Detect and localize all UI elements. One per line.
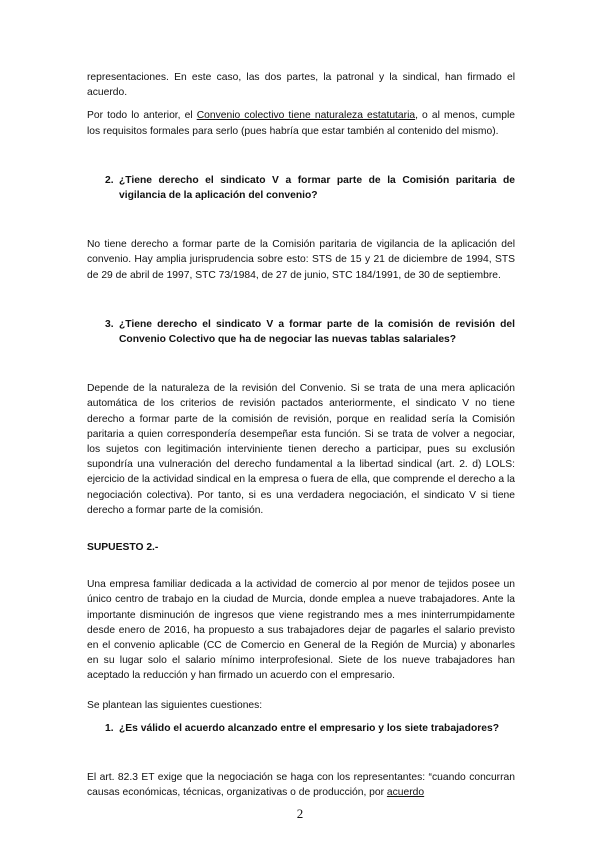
paragraph-empresa-familiar: Una empresa familiar dedicada a la actividad de comercio al por menor de tejidos posee un único centro de trabajo en la ciudad de Murcia, donde emplea a nueve trabajadores. Ante la importante disminución de ingresos que viene registrando mes a mes ininterrumpidamente desde enero de 2016, ha propuesto a sus trabajadores dejar de pagarles el salario previsto en el convenio aplicable (CC de Comercio en General de la Región de Murcia) y abonarles en su lugar solo el salario mínimo interprofesional. Siete de los nueve trabajadores han aceptado la reducción y han firmado un acuerdo con el empresario.: [87, 579, 515, 682]
page-body: [87, 70, 515, 809]
paragraph-conclusion-rest: , o al menos, cumple los requisitos formales para serlo (pues habría que estar también al contenido del mismo).: [87, 110, 515, 137]
underlined-convenio-estatutario: Convenio colectivo tiene naturaleza estatutaria: [196, 110, 416, 122]
paragraph-art-82: [87, 770, 515, 800]
paragraph-representaciones: representaciones. En este caso, las dos partes, la patronal y la sindical, han firmado el acuerdo.: [87, 72, 515, 99]
paragraph-art-82-text: El art. 82.3 ET exige que la negociación se haga con los representantes: “cuando concurran causas económicas, técnicas, organizativas o de producción, por: [87, 772, 515, 799]
paragraph-comision-paritaria: No tiene derecho a formar parte de la Comisión paritaria de vigilancia de la aplicación del convenio. Hay amplia jurisprudencia sobre esto: STS de 15 y 21 de diciembre de 1994, STS de 29 de abril de 1997, STC 73/1984, de 27 de junio, STC 184/1991, de 30 de septiembre.: [87, 239, 515, 281]
question-1-number: 1.: [105, 722, 114, 734]
question-3: [87, 317, 515, 347]
question-3-text: ¿Tiene derecho el sindicato V a formar parte de la comisión de revisión del Convenio Colectivo que ha de negociar las nuevas tablas salariales?: [119, 318, 515, 346]
question-2-text: ¿Tiene derecho el sindicato V a formar parte de la Comisión paritaria de vigilancia de la aplicación del convenio?: [119, 174, 515, 202]
underlined-acuerdo: acuerdo: [386, 787, 425, 799]
question-1: [87, 721, 515, 736]
section-heading-supuesto-2: SUPUESTO 2.-: [87, 542, 159, 554]
question-2: [87, 173, 515, 203]
paragraph-cuestiones: Se plantean las siguientes cuestiones:: [87, 699, 263, 711]
question-2-number: 2.: [105, 174, 114, 186]
paragraph-conclusion-intro: Por todo lo anterior, el: [87, 110, 197, 122]
question-3-number: 3.: [105, 318, 114, 330]
paragraph-conclusion: [87, 108, 515, 138]
question-1-text: ¿Es válido el acuerdo alcanzado entre el empresario y los siete trabajadores?: [119, 722, 499, 734]
paragraph-revision: Depende de la naturaleza de la revisión del Convenio. Si se trata de una mera aplicación automática de los criterios de revisión pactados anteriormente, el sindicato V no tiene derecho a formar parte de la comisión de revisión, porque en realidad sería la Comisión paritaria a quien correspondería desempeñar esta función. Si se trata de volver a negociar, los sujetos con legitimación interviniente tienen derecho a participar, pues su exclusión supondría una vulneración del derecho fundamental a la libertad sindical (art. 2. d) LOLS: ejercicio de la actividad sindical en la empresa o fuera de ella, que comprende el derecho a la negociación colectiva). Por tanto, si es una verdadera negociación, el sindicato V si tiene derecho a formar parte de la comisión.: [87, 383, 515, 516]
page-number: 2: [296, 806, 304, 821]
